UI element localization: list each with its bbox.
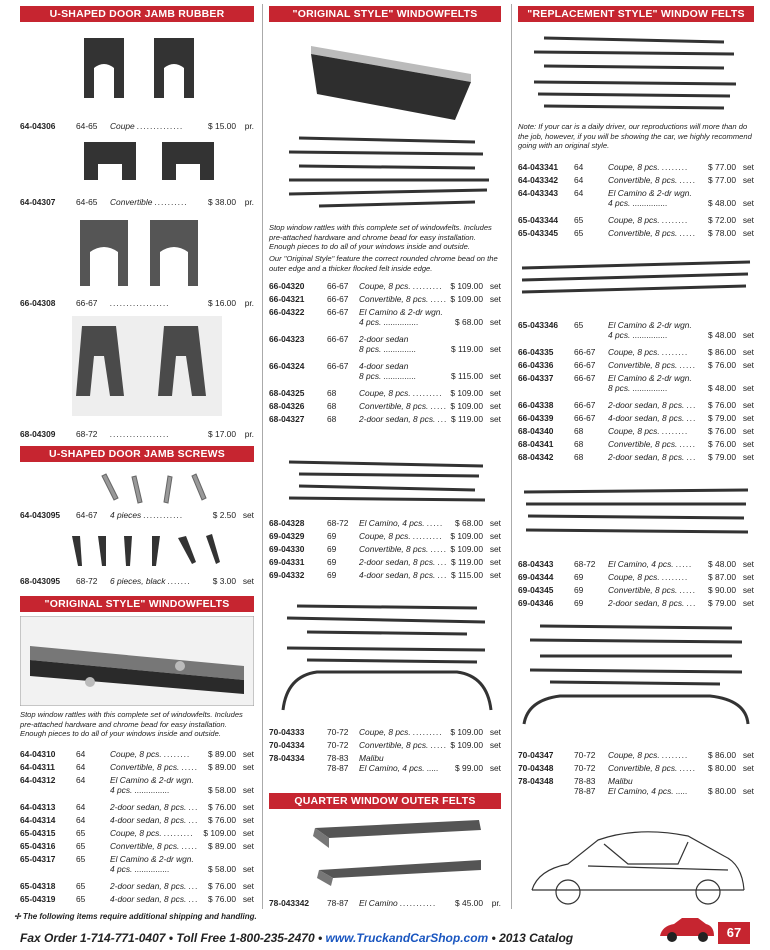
description: Malibu xyxy=(359,753,384,763)
part-number: 68-04343 xyxy=(518,559,554,569)
unit: set xyxy=(242,815,254,825)
year-range: 64 xyxy=(76,762,86,772)
price: $ 119.00 xyxy=(451,557,483,567)
fax-order: Fax Order 1-714-771-0407 xyxy=(20,931,166,945)
unit: set xyxy=(742,439,754,449)
year-range: 65 xyxy=(76,881,86,891)
unit: set xyxy=(742,750,754,760)
part-number: 66-04337 xyxy=(518,373,554,383)
part-number: 70-04347 xyxy=(518,750,554,760)
unit: set xyxy=(242,841,254,851)
part-number: 65-043345 xyxy=(518,228,559,238)
year-range: 65 xyxy=(76,841,86,851)
description: Convertible, 8 pcs. ..... xyxy=(608,585,697,595)
part-number: 65-04319 xyxy=(20,894,56,904)
part-number: 68-04340 xyxy=(518,426,554,436)
year-range: 68-72 xyxy=(574,559,596,569)
footer-contact-line: Fax Order 1-714-771-0407 • Toll Free 1-800-235-2470 • www.TruckandCarShop.com • 2013 Catalog xyxy=(20,931,574,945)
part-number: 65-04315 xyxy=(20,828,56,838)
part-number: 69-04344 xyxy=(518,572,554,582)
price: $ 79.00 xyxy=(708,452,736,462)
windowfelt-bead-closeup-image xyxy=(305,26,475,126)
part-number: 65-043346 xyxy=(518,320,559,330)
year-range: 69 xyxy=(327,544,337,554)
part-number: 66-04322 xyxy=(269,307,305,317)
price: $ 76.00 xyxy=(208,815,236,825)
year-range: 66-67 xyxy=(327,334,349,344)
replacement-style-note: Note: If your car is a daily driver, our reproductions will more than do the job, however, if you will be showing the car, we highly recommend going with an original style. xyxy=(518,122,752,150)
column-divider xyxy=(262,4,263,909)
unit: set xyxy=(489,531,501,541)
unit: set xyxy=(742,162,754,172)
unit: set xyxy=(242,802,254,812)
year-range: 66-67 xyxy=(574,413,596,423)
part-number: 65-04317 xyxy=(20,854,56,864)
part-number: 64-04311 xyxy=(20,762,55,772)
year-range: 64 xyxy=(574,188,584,198)
black-screws-image xyxy=(64,530,234,570)
price: $ 109.00 xyxy=(450,531,483,541)
part-number: 70-04333 xyxy=(269,727,305,737)
description: 2-door sedan, 8 pcs. ... xyxy=(110,802,199,812)
year-range: 69 xyxy=(327,570,337,580)
description: 2-door sedan, 8 pcs. ... xyxy=(608,452,697,462)
description: 2-door sedan xyxy=(359,334,409,344)
part-number: 65-04316 xyxy=(20,841,56,851)
part-number: 78-04348 xyxy=(518,776,554,786)
description: Convertible, 8 pcs. ..... xyxy=(359,544,448,554)
year-range: 66-67 xyxy=(327,281,349,291)
unit: set xyxy=(742,215,754,225)
toll-free: Toll Free 1-800-235-2470 xyxy=(176,931,315,945)
unit: set xyxy=(742,426,754,436)
original-style-description: Stop window rattles with this complete set of windowfelts. Includes pre-attached hardware and chrome bead for easy installation. Enough pieces to do all of your windows inside and outside. xyxy=(269,223,492,251)
car-body-diagram xyxy=(528,820,748,910)
year-range: 64 xyxy=(76,775,86,785)
unit: set xyxy=(742,598,754,608)
description: El Camino, 4 pcs. ..... xyxy=(359,518,444,528)
unit: set xyxy=(489,294,501,304)
price: $ 76.00 xyxy=(708,400,736,410)
part-number: 68-04328 xyxy=(269,518,305,528)
price: $ 99.00 xyxy=(455,763,483,773)
description: Convertible, 8 pcs. ..... xyxy=(110,841,199,851)
year-range: 69 xyxy=(574,572,584,582)
year-range: 66-67 xyxy=(327,294,349,304)
year-range: 66-67 xyxy=(574,373,596,383)
price: $ 80.00 xyxy=(708,786,736,796)
year-range: 70-72 xyxy=(327,727,349,737)
description: El Camino, 4 pcs. ..... xyxy=(608,559,693,569)
unit: set xyxy=(489,317,501,327)
description: El Camino & 2-dr wgn. xyxy=(110,775,194,785)
price: $ 77.00 xyxy=(708,175,736,185)
unit: set xyxy=(242,881,254,891)
quarter-window-felts-image xyxy=(309,814,489,890)
part-number: 69-04345 xyxy=(518,585,554,595)
description: 2-door sedan, 8 pcs. ... xyxy=(608,400,697,410)
description-line-2: 4 pcs. ............... xyxy=(110,864,170,874)
year-range: 65 xyxy=(574,320,584,330)
year-range: 68 xyxy=(574,426,584,436)
replacement-felt-set-image-68-72 xyxy=(520,484,752,540)
price: $ 109.00 xyxy=(450,740,483,750)
description: Convertible, 8 pcs. ..... xyxy=(359,740,448,750)
year-range: 65 xyxy=(76,894,86,904)
price: $ 76.00 xyxy=(208,894,236,904)
part-number: 68-04342 xyxy=(518,452,554,462)
year-range: 69 xyxy=(327,557,337,567)
year-range: 65 xyxy=(574,215,584,225)
description: El Camino & 2-dr wgn. xyxy=(359,307,443,317)
price: $ 86.00 xyxy=(708,750,736,760)
description: El Camino & 2-dr wgn. xyxy=(608,188,692,198)
price: $ 48.00 xyxy=(708,383,736,393)
unit: set xyxy=(742,452,754,462)
year-range: 68 xyxy=(327,401,337,411)
part-number: 64-04314 xyxy=(20,815,56,825)
description: 4-door sedan, 8 pcs. ... xyxy=(110,894,199,904)
website-link[interactable]: www.TruckandCarShop.com xyxy=(325,931,489,945)
unit: set xyxy=(489,763,501,773)
year-range: 70-72 xyxy=(327,740,349,750)
description: Convertible, 8 pcs. ..... xyxy=(608,360,697,370)
catalog-year: 2013 Catalog xyxy=(499,931,574,945)
part-number: 69-04346 xyxy=(518,598,554,608)
year-range: 66-67 xyxy=(327,361,349,371)
part-number: 70-04348 xyxy=(518,763,554,773)
price: $ 115.00 xyxy=(451,371,483,381)
windowfelt-closeup-image xyxy=(20,616,254,706)
unit: set xyxy=(489,740,501,750)
description-line-2: 4 pcs. ............... xyxy=(608,198,668,208)
part-number: 66-04323 xyxy=(269,334,305,344)
price: $ 109.00 xyxy=(450,294,483,304)
price: $ 109.00 xyxy=(450,727,483,737)
year-range: 68 xyxy=(327,414,337,424)
part-number: 64-04313 xyxy=(20,802,56,812)
unit: set xyxy=(742,585,754,595)
description: Coupe, 8 pcs. ........ xyxy=(608,750,689,760)
year-range: 64 xyxy=(76,749,86,759)
unit: set xyxy=(489,518,501,528)
page-number: 67 xyxy=(718,922,750,944)
year-range: 64 xyxy=(76,802,86,812)
price: $ 76.00 xyxy=(208,802,236,812)
part-number: 68-04325 xyxy=(269,388,305,398)
shipping-note: ✢ The following items require additional shipping and handling. xyxy=(14,912,257,921)
description-line-2: 4 pcs. ............... xyxy=(608,330,668,340)
unit: set xyxy=(242,749,254,759)
unit: set xyxy=(742,198,754,208)
price: $ 80.00 xyxy=(708,763,736,773)
price: $ 76.00 xyxy=(708,439,736,449)
unit: set xyxy=(489,727,501,737)
unit: set xyxy=(489,344,501,354)
unit: set xyxy=(489,388,501,398)
unit: set xyxy=(742,786,754,796)
unit: set xyxy=(742,383,754,393)
description: 4-door sedan xyxy=(359,361,409,371)
description: Coupe, 8 pcs. ........ xyxy=(608,572,689,582)
part-number: 65-04318 xyxy=(20,881,56,891)
unit: set xyxy=(742,763,754,773)
year-range: 68 xyxy=(574,439,584,449)
unit: set xyxy=(742,400,754,410)
unit: set xyxy=(242,785,254,795)
price: $ 76.00 xyxy=(708,360,736,370)
description-line-2: 8 pcs. ............... xyxy=(608,383,668,393)
section-header-door-jamb-screws: U-SHAPED DOOR JAMB SCREWS xyxy=(20,446,254,462)
part-number: 66-04336 xyxy=(518,360,554,370)
year-range: 66-67 xyxy=(574,400,596,410)
price: $ 109.00 xyxy=(450,544,483,554)
description: Convertible, 8 pcs. ..... xyxy=(608,175,697,185)
red-car-icon xyxy=(658,914,716,944)
unit: set xyxy=(742,347,754,357)
price: $ 48.00 xyxy=(708,198,736,208)
description: 2-door sedan, 8 pcs. ... xyxy=(110,881,199,891)
description: Convertible, 8 pcs. ..... xyxy=(608,763,697,773)
year-range: 64 xyxy=(574,162,584,172)
part-number: 69-04329 xyxy=(269,531,305,541)
part-number: 66-04321 xyxy=(269,294,305,304)
unit: set xyxy=(742,360,754,370)
price: $ 119.00 xyxy=(451,414,483,424)
column-divider xyxy=(511,4,512,909)
description: El Camino & 2-dr wgn. xyxy=(608,320,692,330)
part-number: 69-04332 xyxy=(269,570,305,580)
year-range: 64 xyxy=(76,815,86,825)
year-range: 64 xyxy=(574,175,584,185)
price: $ 109.00 xyxy=(450,401,483,411)
replacement-felt-set-image-65 xyxy=(518,258,754,304)
part-number: 69-04331 xyxy=(269,557,305,567)
description: Coupe, 8 pcs. ......... xyxy=(359,531,443,541)
door-jamb-rubber-coupe-image xyxy=(76,32,216,104)
part-number: 69-04330 xyxy=(269,544,305,554)
description-line-2: El Camino, 4 pcs. ..... xyxy=(359,763,439,773)
unit: set xyxy=(242,762,254,772)
replacement-felt-set-image xyxy=(524,30,748,114)
part-number: 66-04324 xyxy=(269,361,305,371)
year-range-2: 78-87 xyxy=(327,763,349,773)
price: $ 86.00 xyxy=(708,347,736,357)
description: Coupe, 8 pcs. ........ xyxy=(608,215,689,225)
part-number: 65-043344 xyxy=(518,215,559,225)
price: $ 79.00 xyxy=(708,413,736,423)
description-line-2: El Camino, 4 pcs. ..... xyxy=(608,786,688,796)
price: $ 76.00 xyxy=(708,426,736,436)
description: 4-door sedan, 8 pcs. ... xyxy=(110,815,199,825)
part-number: 68-04326 xyxy=(269,401,305,411)
description: 4-door sedan, 8 pcs. ... xyxy=(608,413,697,423)
price: $ 119.00 xyxy=(451,344,483,354)
unit: set xyxy=(489,401,501,411)
year-range-2: 78-87 xyxy=(574,786,596,796)
year-range: 66-67 xyxy=(574,347,596,357)
year-range: 69 xyxy=(574,598,584,608)
original-style-feature-note: Our "Original Style" feature the correct rounded chrome bead on the outer edge and a thicker flocked felt inside edge. xyxy=(269,254,498,273)
year-range: 69 xyxy=(574,585,584,595)
year-range: 65 xyxy=(574,228,584,238)
replacement-felt-set-image-70-72 xyxy=(520,620,752,732)
unit: set xyxy=(489,570,501,580)
price: $ 109.00 xyxy=(203,828,236,838)
year-range: 78-83 xyxy=(327,753,349,763)
description: El Camino & 2-dr wgn. xyxy=(110,854,194,864)
price: $ 89.00 xyxy=(208,749,236,759)
year-range: 66-67 xyxy=(327,307,349,317)
description: Coupe, 8 pcs. ......... xyxy=(359,281,443,291)
price: $ 77.00 xyxy=(708,162,736,172)
description: Coupe, 8 pcs. ........ xyxy=(608,426,689,436)
part-number: 66-04335 xyxy=(518,347,554,357)
part-number: 66-04338 xyxy=(518,400,554,410)
price: $ 58.00 xyxy=(208,785,236,795)
unit: set xyxy=(489,544,501,554)
windowfelt-description: Stop window rattles with this complete set of windowfelts. Includes pre-attached hardware and chrome bead for easy installation. Enough pieces to do all of your windows inside and outside. xyxy=(20,710,243,738)
unit: set xyxy=(489,281,501,291)
description: 2-door sedan, 8 pcs. ... xyxy=(359,557,448,567)
part-number: 68-04341 xyxy=(518,439,554,449)
price: $ 89.00 xyxy=(208,762,236,772)
price: $ 68.00 xyxy=(455,317,483,327)
description-line-2: 8 pcs. .............. xyxy=(359,344,417,354)
description: Coupe, 8 pcs. ........ xyxy=(608,162,689,172)
description: Coupe, 8 pcs. ......... xyxy=(110,828,194,838)
description-line-2: 8 pcs. .............. xyxy=(359,371,417,381)
description: 2-door sedan, 8 pcs. ... xyxy=(359,414,448,424)
description: 4-door sedan, 8 pcs. ... xyxy=(359,570,448,580)
price: $ 76.00 xyxy=(208,881,236,891)
windowfelt-set-image-68-72 xyxy=(279,456,493,506)
part-number: 66-04320 xyxy=(269,281,305,291)
year-range: 69 xyxy=(327,531,337,541)
description: Convertible, 8 pcs. ..... xyxy=(110,762,199,772)
price: $ 109.00 xyxy=(450,388,483,398)
door-jamb-rubber-68-72-image xyxy=(72,316,222,416)
description: Convertible, 8 pcs. ..... xyxy=(359,401,448,411)
unit: set xyxy=(742,572,754,582)
unit: set xyxy=(242,864,254,874)
description-line-2: 4 pcs. ............... xyxy=(110,785,170,795)
price: $ 90.00 xyxy=(708,585,736,595)
section-header-original-style-windowfelts: "ORIGINAL STYLE" WINDOWFELTS xyxy=(269,6,501,22)
description: Convertible, 8 pcs. ..... xyxy=(608,228,697,238)
part-number: 64-043341 xyxy=(518,162,559,172)
unit: set xyxy=(489,557,501,567)
price: $ 72.00 xyxy=(708,215,736,225)
price: $ 68.00 xyxy=(455,518,483,528)
windowfelt-set-image-70-72 xyxy=(277,600,495,720)
description: Coupe, 8 pcs. ........ xyxy=(608,347,689,357)
year-range: 68-72 xyxy=(327,518,349,528)
price: $ 58.00 xyxy=(208,864,236,874)
price: $ 78.00 xyxy=(708,228,736,238)
year-range: 66-67 xyxy=(574,360,596,370)
chrome-screws-image xyxy=(96,468,226,508)
description: Convertible, 8 pcs. ..... xyxy=(608,439,697,449)
section-header-door-jamb-rubber: U-SHAPED DOOR JAMB RUBBER xyxy=(20,6,254,22)
unit: set xyxy=(742,413,754,423)
year-range: 65 xyxy=(76,828,86,838)
year-range: 68 xyxy=(327,388,337,398)
part-number: 68-04327 xyxy=(269,414,305,424)
part-number: 64-04310 xyxy=(20,749,56,759)
part-number: 64-043342 xyxy=(518,175,559,185)
year-range: 68 xyxy=(574,452,584,462)
unit: set xyxy=(742,228,754,238)
description: Coupe, 8 pcs. ......... xyxy=(359,727,443,737)
unit: set xyxy=(489,371,501,381)
unit: set xyxy=(242,894,254,904)
year-range: 78-83 xyxy=(574,776,596,786)
description: El Camino & 2-dr wgn. xyxy=(608,373,692,383)
price: $ 115.00 xyxy=(451,570,483,580)
unit: set xyxy=(242,828,254,838)
price: $ 79.00 xyxy=(708,598,736,608)
part-number: 70-04334 xyxy=(269,740,305,750)
unit: set xyxy=(742,559,754,569)
price: $ 48.00 xyxy=(708,559,736,569)
description: Coupe, 8 pcs. ........ xyxy=(110,749,191,759)
year-range: 65 xyxy=(76,854,86,864)
unit: set xyxy=(489,414,501,424)
section-header-original-windowfelts: "ORIGINAL STYLE" WINDOWFELTS xyxy=(20,596,254,612)
price: $ 89.00 xyxy=(208,841,236,851)
description: 2-door sedan, 8 pcs. ... xyxy=(608,598,697,608)
unit: set xyxy=(742,330,754,340)
part-number: 78-04334 xyxy=(269,753,305,763)
windowfelt-set-image xyxy=(279,132,493,212)
year-range: 70-72 xyxy=(574,750,596,760)
part-number: 66-04339 xyxy=(518,413,554,423)
part-number: 64-043343 xyxy=(518,188,559,198)
price: $ 109.00 xyxy=(450,281,483,291)
year-range: 70-72 xyxy=(574,763,596,773)
price: $ 48.00 xyxy=(708,330,736,340)
description-line-2: 4 pcs. ............... xyxy=(359,317,419,327)
door-jamb-rubber-66-67-image xyxy=(76,216,216,290)
description: Malibu xyxy=(608,776,633,786)
unit: set xyxy=(742,175,754,185)
description: Convertible, 8 pcs. ..... xyxy=(359,294,448,304)
price: $ 87.00 xyxy=(708,572,736,582)
door-jamb-rubber-convertible-image xyxy=(78,138,228,184)
part-number: 64-04312 xyxy=(20,775,56,785)
section-header-replacement-window-felts: "REPLACEMENT STYLE" WINDOW FELTS xyxy=(518,6,754,22)
section-header-quarter-window: QUARTER WINDOW OUTER FELTS xyxy=(269,793,501,809)
description: Coupe, 8 pcs. ......... xyxy=(359,388,443,398)
